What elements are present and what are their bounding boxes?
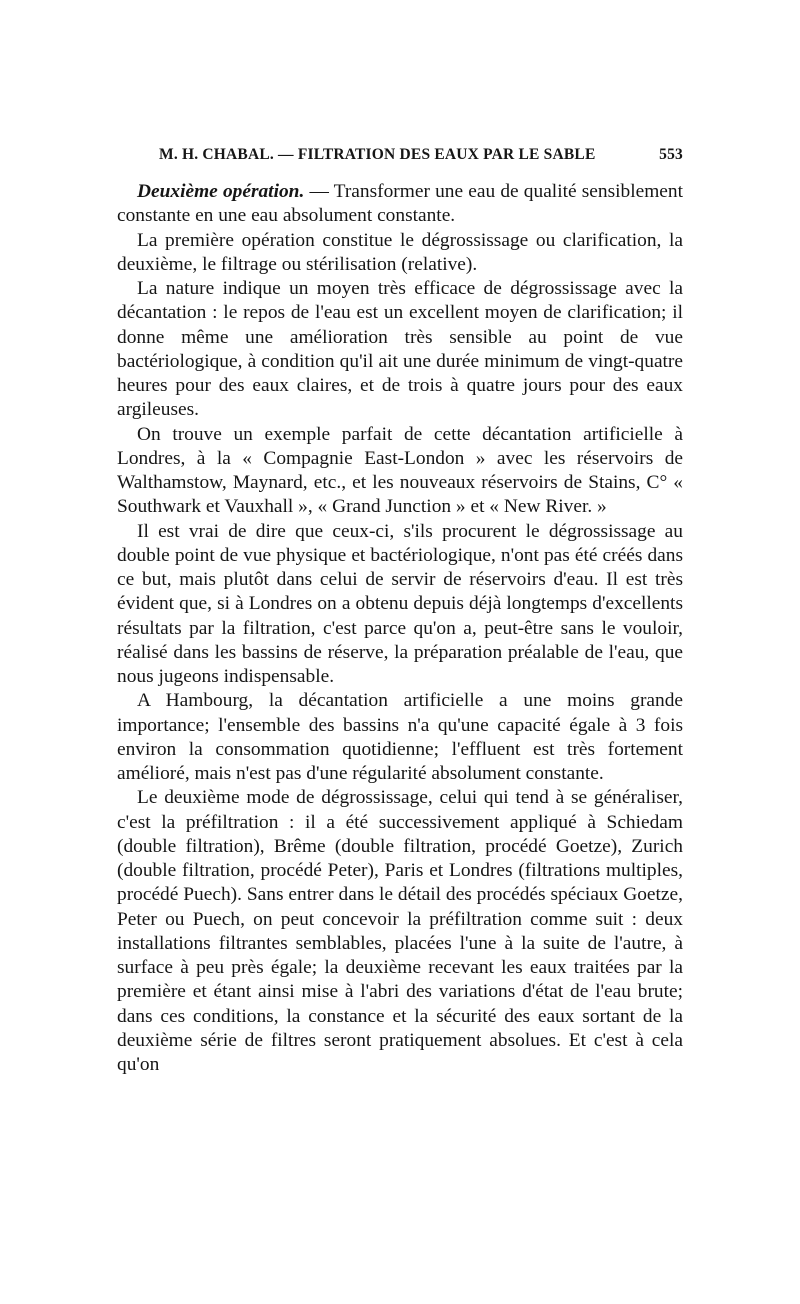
paragraph xyxy=(117,786,683,1077)
running-title: M. H. CHABAL. — FILTRATION DES EAUX PAR LE SABLE xyxy=(159,146,596,163)
paragraph-lead: Deuxième opération. xyxy=(137,181,305,202)
paragraph-text: La première opération constitue le dégrossissage ou clarification, la deuxième, le filtrage ou stérilisation (relative). xyxy=(117,229,683,275)
page-body xyxy=(117,180,683,1077)
paragraph-text: La nature indique un moyen très efficace de dégrossissage avec la décantation : le repos de l'eau est un excellent moyen de clarification; il donne même une amélioration très sensible au point de vue bactériologique, à condition qu'il ait une durée minimum de vingt-quatre heures pour des eaux claires, et de trois à quatre jours pour des eaux argileuses. xyxy=(117,278,683,421)
running-header xyxy=(117,146,683,172)
book-page xyxy=(117,146,683,1077)
paragraph-text: On trouve un exemple parfait de cette décantation artificielle à Londres, à la « Compagnie East-London » avec les réservoirs de Walthamstow, Maynard, etc., et les nouveaux réservoirs de Stains, C° « Southwark et Vauxhall », « Grand Junction » et « New River. » xyxy=(117,423,683,518)
paragraph xyxy=(117,180,683,229)
paragraph xyxy=(117,689,683,786)
paragraph xyxy=(117,229,683,278)
paragraph xyxy=(117,277,683,423)
paragraph-text: A Hambourg, la décantation artificielle a une moins grande importance; l'ensemble des bassins n'a qu'une capacité égale à 3 fois environ la consommation quotidienne; l'effluent est très fortement amélioré, mais n'est pas d'une régularité absolument constante. xyxy=(117,690,683,784)
paragraph-text: Le deuxième mode de dégrossissage, celui qui tend à se généraliser, c'est la préfiltration : il a été successivement appliqué à Schiedam (double filtration), Brême (double filtration, procédé Goetze), Zurich (double filtration, procédé Peter), Paris et Londres (filtrations multiples, procédé Puech). Sans entrer dans le détail des procédés spéciaux Goetze, Peter ou Puech, on peut concevoir la préfiltration comme suit : deux installations filtrantes semblables, placées l'une à la suite de l'autre, à surface à peu près égale; la deuxième recevant les eaux traitées par la première et étant ainsi mise à l'abri des variations d'état de l'eau brute; dans ces conditions, la constance et la sécurité des eaux sortant de la deuxième série de filtres seront pratiquement absolues. Et c'est à cela qu'on xyxy=(117,787,683,1075)
page-number: 553 xyxy=(659,146,683,163)
paragraph-text: — Transformer une eau de qualité sensiblement constante en une eau absolument constante. xyxy=(117,181,683,227)
paragraph-text: Il est vrai de dire que ceux-ci, s'ils procurent le dégrossissage au double point de vue physique et bactériologique, n'ont pas été créés dans ce but, mais plutôt dans celui de servir de réservoirs d'eau. Il est très évident que, si à Londres on a obtenu depuis déjà longtemps d'excellents résultats par la filtration, c'est parce qu'on a, peut-être sans le vouloir, réalisé dans les bassins de réserve, la préparation préalable de l'eau, que nous jugeons indispensable. xyxy=(117,520,683,687)
paragraph xyxy=(117,423,683,520)
paragraph xyxy=(117,520,683,690)
